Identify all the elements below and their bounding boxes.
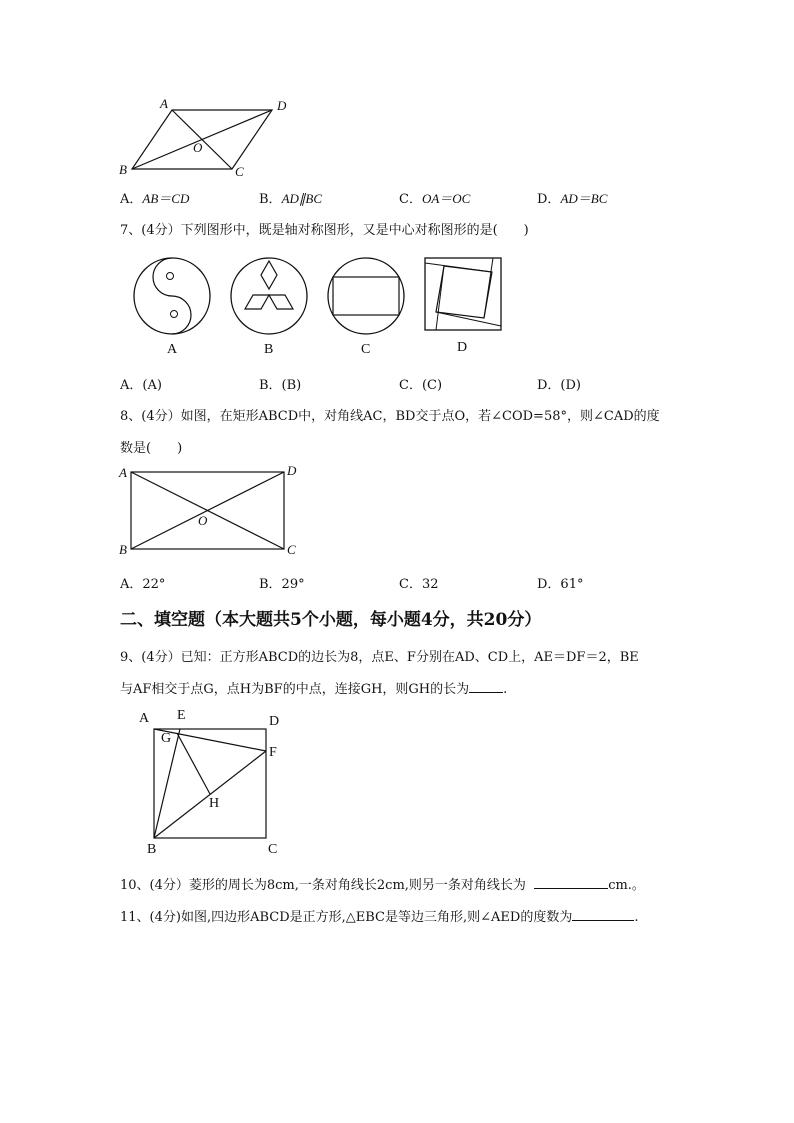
q8-option-c[interactable]: C．32 bbox=[399, 577, 439, 592]
q7-option-b[interactable]: B．(B) bbox=[259, 378, 302, 393]
q9-label-h: H bbox=[209, 796, 220, 811]
q9-label-c: C bbox=[268, 842, 278, 857]
q9-label-g: G bbox=[161, 731, 172, 746]
q10-stem-end: cm.。 bbox=[608, 878, 645, 893]
q9-label-f: F bbox=[269, 745, 277, 760]
q9-label-b: B bbox=[147, 842, 157, 857]
q6-option-b-key: B． bbox=[259, 192, 282, 207]
q6-label-o: O bbox=[193, 140, 203, 155]
q11-stem bbox=[120, 906, 638, 925]
q9-label-d: D bbox=[269, 714, 280, 729]
q8-label-a: A bbox=[119, 465, 127, 480]
q7-caption-c: C bbox=[361, 342, 371, 357]
q10-answer-blank[interactable] bbox=[534, 876, 608, 889]
q6-option-d-text: AD＝BC bbox=[560, 191, 608, 206]
q6-option-c-key: C． bbox=[399, 192, 422, 207]
q9-label-e: E bbox=[177, 708, 186, 723]
q6-option-b-text: AD∥BC bbox=[281, 191, 323, 206]
q7-option-c[interactable]: C．(C) bbox=[399, 378, 443, 393]
q6-option-c-text: OA＝OC bbox=[421, 191, 471, 206]
q6-option-a-key: A． bbox=[120, 192, 143, 207]
q8-option-a[interactable]: A．22° bbox=[120, 577, 166, 592]
q7-caption-b: B bbox=[264, 342, 274, 357]
q8-label-d: D bbox=[287, 463, 297, 478]
q10-stem bbox=[120, 874, 645, 893]
q7-option-a[interactable]: A．(A) bbox=[120, 378, 162, 393]
q8-stem-line2: 数是( ) bbox=[120, 441, 183, 456]
q11-answer-blank[interactable] bbox=[572, 908, 634, 921]
q6-label-a: A bbox=[160, 96, 168, 111]
q9-stem-end: . bbox=[503, 682, 508, 697]
q7-option-d[interactable]: D．(D) bbox=[537, 378, 581, 393]
q7-caption-a: A bbox=[167, 342, 178, 357]
q7-stem: 7、(4分）下列图形中，既是轴对称图形，又是中心对称图形的是( ) bbox=[120, 223, 529, 238]
q8-label-c: C bbox=[287, 542, 296, 557]
q11-stem-text: 11、(4分)如图,四边形ABCD是正方形,△EBC是等边三角形,则∠AED的度数为 bbox=[120, 910, 573, 925]
q9-label-a: A bbox=[139, 711, 150, 726]
q11-stem-end: . bbox=[634, 910, 639, 925]
q6-option-a-text: AB＝CD bbox=[142, 191, 190, 206]
section-2-title: 二、填空题（本大题共5个小题，每小题4分，共20分） bbox=[120, 610, 542, 630]
q9-stem-line2-text: 与AF相交于点G，点H为BF的中点，连接GH，则GH的长为 bbox=[120, 682, 470, 697]
q10-stem-text: 10、(4分）菱形的周长为8cm,一条对角线长2cm,则另一条对角线长为 bbox=[120, 878, 526, 893]
q6-label-d: D bbox=[277, 98, 287, 113]
q8-label-o: O bbox=[198, 513, 208, 528]
q9-stem-line1: 9、(4分）已知：正方形ABCD的边长为8，点E、F分别在AD、CD上，AE＝DF＝2，BE bbox=[120, 650, 639, 665]
q8-label-b: B bbox=[119, 542, 127, 557]
q6-label-c: C bbox=[235, 164, 244, 179]
q8-option-b[interactable]: B．29° bbox=[259, 577, 305, 592]
q7-caption-d: D bbox=[457, 340, 468, 355]
q6-option-d-key: D． bbox=[537, 192, 561, 207]
q8-option-d[interactable]: D．61° bbox=[537, 577, 584, 592]
q8-stem-line1: 8、(4分）如图，在矩形ABCD中，对角线AC，BD交于点O，若∠COD=58°，则∠CAD的度 bbox=[120, 409, 660, 424]
q6-label-b: B bbox=[119, 162, 127, 177]
